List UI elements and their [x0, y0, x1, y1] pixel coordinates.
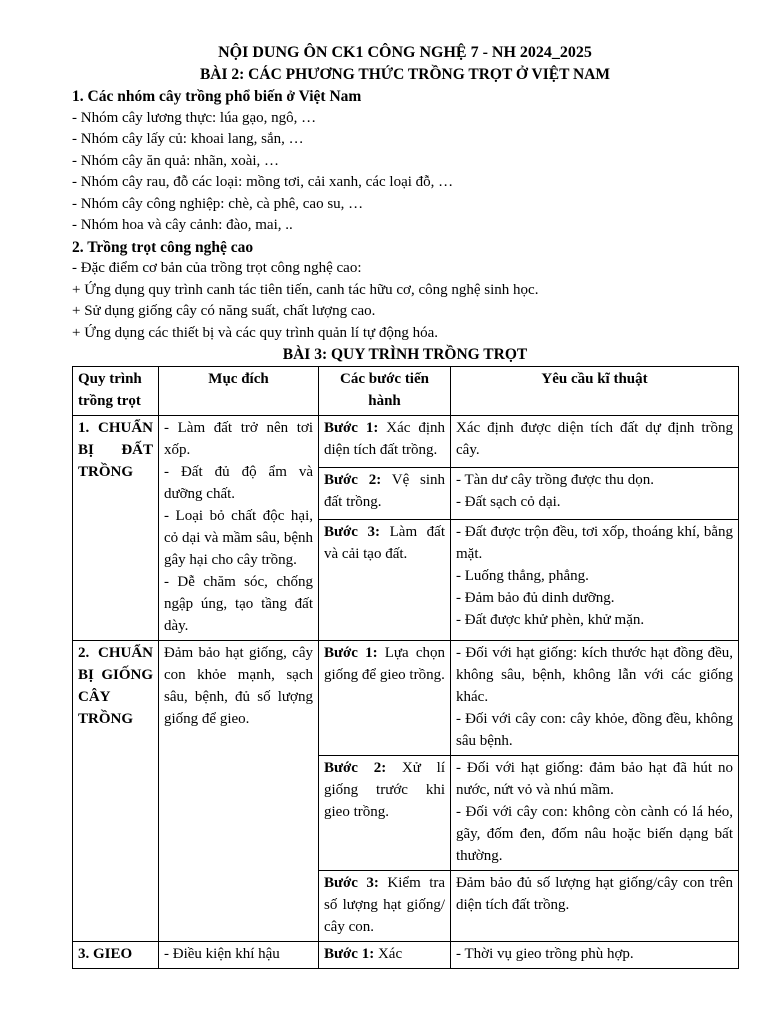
requirement-line: Xác định được diện tích đất dự định trồng cây.: [456, 420, 733, 458]
purpose-cell: [159, 942, 319, 969]
purpose-line: - Làm đất trở nên tơi xốp.: [164, 420, 313, 458]
col-header-steps: Các bước tiến hành: [319, 367, 451, 416]
step-text: Kiểm tra số lượng hạt giống/ cây con.: [324, 875, 446, 935]
purpose-line: - Dễ chăm sóc, chống ngập úng, tạo tầng đất dày.: [164, 574, 313, 634]
lesson3-title: BÀI 3: QUY TRÌNH TRỒNG TRỌT: [282, 346, 528, 363]
step-label: Bước 3:: [324, 523, 381, 540]
requirement-line: - Đất được khử phèn, khử mặn.: [456, 611, 645, 628]
step-label: Bước 1:: [324, 645, 378, 661]
requirement-cell: [451, 756, 739, 871]
document-page: [72, 42, 738, 969]
step-text: Làm đất và cải tạo đất.: [324, 523, 446, 562]
section2-list: [72, 258, 738, 344]
requirement-line: - Đối với hạt giống: kích thước hạt đồng đều, không sâu, bệnh, không lẫn với các giống khác.: [456, 645, 733, 705]
list-item: - Nhóm cây công nghiệp: chè, cà phê, cao su, …: [72, 195, 364, 212]
step-label: Bước 3:: [324, 875, 379, 891]
requirement-line: - Thời vụ gieo trồng phù hợp.: [456, 946, 634, 962]
step-cell: [319, 467, 451, 519]
step-cell: [319, 756, 451, 871]
requirement-cell: [451, 641, 739, 756]
table-row: [73, 416, 739, 468]
col-header-process: Quy trình trồng trọt: [73, 367, 159, 416]
list-item: + Ứng dụng quy trình canh tác tiên tiến, canh tác hữu cơ, công nghệ sinh học.: [72, 281, 539, 298]
requirement-line: - Đất sạch cỏ dại.: [456, 493, 561, 510]
step-label: Bước 1:: [324, 946, 375, 962]
requirement-line: - Tàn dư cây trồng được thu dọn.: [456, 471, 655, 488]
requirement-line: - Đất được trộn đều, tơi xốp, thoáng khí, bằng mặt.: [456, 523, 733, 562]
step-label: Bước 1:: [324, 420, 379, 436]
list-item: - Nhóm cây rau, đỗ các loại: mồng tơi, cải xanh, các loại đỗ, …: [72, 174, 454, 190]
step-label: Bước 2:: [324, 760, 387, 776]
requirement-line: Đảm bảo đủ số lượng hạt giống/cây con trên diện tích đất trồng.: [456, 875, 733, 913]
requirement-line: - Đối với hạt giống: đảm bảo hạt đã hút no nước, nứt vỏ và nhú mầm.: [456, 760, 733, 798]
requirement-line: - Luống thẳng, phẳng.: [456, 567, 589, 584]
section1-list: [72, 108, 738, 237]
step-label: Bước 2:: [324, 471, 382, 488]
requirement-cell: [451, 467, 739, 519]
process-cell: 3. GIEO: [73, 942, 159, 969]
step-cell: [319, 942, 451, 969]
list-item: - Đặc điểm cơ bản của trồng trọt công nghệ cao:: [72, 260, 362, 276]
purpose-cell: [159, 641, 319, 942]
list-item: + Sử dụng giống cây có năng suất, chất lượng cao.: [72, 303, 376, 319]
step-text: Lựa chọn giống để gieo trồng.: [324, 645, 445, 683]
document-title: NỘI DUNG ÔN CK1 CÔNG NGHỆ 7 - NH 2024_2025: [218, 44, 592, 61]
requirement-line: - Đảm bảo đủ dinh dưỡng.: [456, 589, 615, 606]
table-row: [73, 641, 739, 756]
purpose-cell: [159, 416, 319, 641]
purpose-line: - Đất đủ độ ẩm và dưỡng chất.: [164, 464, 313, 502]
table-header-row: [73, 367, 739, 416]
col-header-purpose: Mục đích: [159, 367, 319, 416]
step-text: Xử lí giống trước khi gieo trồng.: [324, 760, 446, 820]
table-row: [73, 942, 739, 969]
process-cell: 1. CHUẨN BỊ ĐẤT TRỒNG: [73, 416, 159, 641]
section2-heading: 2. Trồng trọt công nghệ cao: [72, 238, 254, 256]
step-text: Xác định diện tích đất trồng.: [324, 420, 445, 458]
requirement-line: - Đối với cây con: cây khỏe, đồng đều, không sâu bệnh.: [456, 711, 733, 749]
process-table: [72, 366, 739, 969]
requirement-cell: [451, 416, 739, 468]
step-cell: [319, 871, 451, 942]
section1-heading: 1. Các nhóm cây trồng phổ biến ở Việt Nam: [72, 88, 362, 105]
step-cell: [319, 641, 451, 756]
requirement-cell: [451, 871, 739, 942]
step-cell: [319, 416, 451, 468]
process-cell: 2. CHUẨN BỊ GIỐNG CÂY TRỒNG: [73, 641, 159, 942]
list-item: - Nhóm hoa và cây cảnh: đào, mai, ..: [72, 217, 293, 233]
purpose-line: Đảm bảo hạt giống, cây con khỏe mạnh, sạch sâu, bệnh, đủ số lượng giống để gieo.: [164, 645, 313, 727]
requirement-cell: [451, 942, 739, 969]
purpose-line: - Điều kiện khí hậu: [164, 946, 280, 962]
col-header-requirements: Yêu cầu kĩ thuật: [451, 367, 739, 416]
step-text: Xác: [377, 946, 403, 962]
list-item: - Nhóm cây lương thực: lúa gạo, ngô, …: [72, 109, 317, 126]
list-item: - Nhóm cây lấy củ: khoai lang, sắn, …: [72, 131, 304, 147]
step-cell: [319, 519, 451, 641]
list-item: - Nhóm cây ăn quả: nhãn, xoài, …: [72, 152, 280, 169]
step-text: Vệ sinh đất trồng.: [324, 471, 445, 510]
purpose-line: - Loại bỏ chất độc hại, cỏ dại và mầm sâu, bệnh gây hại cho cây trồng.: [164, 508, 313, 568]
list-item: + Ứng dụng các thiết bị và các quy trình quản lí tự động hóa.: [72, 324, 439, 341]
lesson2-title: BÀI 2: CÁC PHƯƠNG THỨC TRỒNG TRỌT Ở VIỆT NAM: [199, 66, 611, 83]
requirement-cell: [451, 519, 739, 641]
requirement-line: - Đối với cây con: không còn cành có lá héo, gãy, đốm đen, đốm nâu hoặc biến dạng bất thường.: [456, 804, 733, 864]
